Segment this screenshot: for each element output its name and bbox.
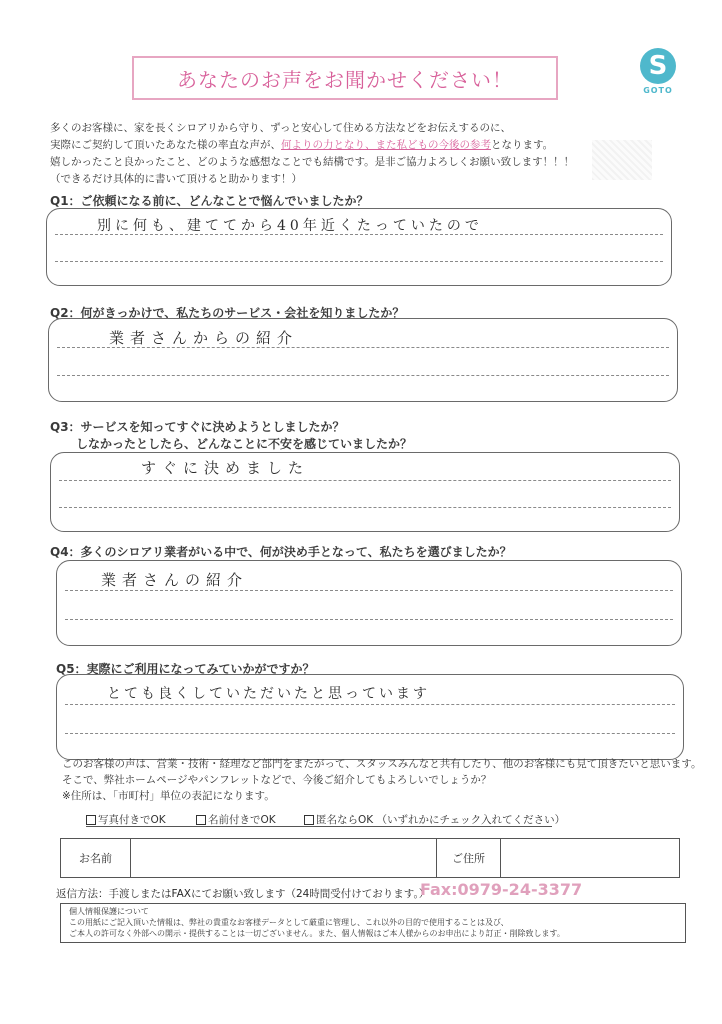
- checkbox-note: （いずれかにチェック入れてください）: [376, 814, 566, 826]
- answer-line: [65, 590, 673, 591]
- privacy-line: この用紙にご記入頂いた情報は、弊社の貴重なお客様データとして厳重に管理し、これ以外の目的で使用することは及び、: [69, 918, 509, 927]
- answer-1-text: 別に何も、建ててから40年近くたっていたので: [97, 218, 483, 234]
- answer-line: [65, 619, 673, 620]
- checkbox-icon[interactable]: [304, 815, 314, 825]
- address-label: ご住所: [437, 839, 501, 877]
- intro-line2-pre: 実際にご契約して頂いたあなた様の率直な声が、: [50, 139, 281, 151]
- return-method: 返信方法：手渡しまたはFAXにてお願い致します（24時間受付けております。）: [56, 888, 430, 900]
- answer-2-text: 業者さんからの紹介: [109, 329, 299, 347]
- question-1-label: Q1：ご依頼になる前に、どんなことで悩んでいましたか？: [50, 194, 369, 208]
- intro-line: （できるだけ具体的に書いて頂けると助かります！）: [50, 173, 302, 185]
- page-title: あなたのお声をお聞かせください！: [132, 56, 558, 100]
- privacy-line: ご本人の許可なく外部への開示・提供することは一切ございません。また、個人情報はご本人様からのお申出により訂正・削除致します。: [69, 929, 565, 938]
- answer-line: [65, 733, 675, 734]
- checkbox-name-label: 名前付きでOK: [208, 814, 276, 826]
- answer-line: [59, 507, 671, 508]
- question-4-label: Q4：多くのシロアリ業者がいる中で、何が決め手となって、私たちを選びましたか？: [50, 545, 512, 559]
- intro-text: [50, 120, 590, 188]
- checkbox-anonymous-label: 匿名ならOK: [316, 814, 374, 826]
- intro-line: 多くのお客様に、家を長くシロアリから守り、ずっと安心して住める方法などをお伝えするのに、: [50, 122, 511, 134]
- fax-number: Fax:0979-24-3377: [420, 880, 583, 899]
- privacy-line: 個人情報保護について: [69, 907, 149, 916]
- name-address-table: [60, 838, 680, 878]
- name-field[interactable]: [131, 839, 437, 877]
- answer-3-text: すぐに決めました: [141, 459, 310, 477]
- checkbox-photo-ok[interactable]: [86, 812, 166, 827]
- answer-5-text: とても良くしていただいたと思っています: [107, 686, 430, 702]
- answer-line: [57, 375, 669, 376]
- name-label: お名前: [61, 839, 131, 877]
- answer-4-text: 業者さんの紹介: [101, 571, 249, 589]
- company-logo: [636, 48, 684, 100]
- privacy-notice: [60, 903, 686, 943]
- intro-highlight: 何よりの力となり、また私どもの今後の参考: [281, 139, 491, 151]
- checkbox-icon[interactable]: [86, 815, 96, 825]
- answer-line: [65, 704, 675, 705]
- question-3-label: Q3：サービスを知ってすぐに決めようとしましたか？: [50, 420, 345, 434]
- consent-line: そこで、弊社ホームページやパンフレットなどで、今後ご紹介してもよろしいでしょうか？: [62, 774, 492, 786]
- checkbox-photo-label: 写真付きでOK: [98, 814, 166, 826]
- logo-text: GOTO: [643, 86, 673, 95]
- checkbox-icon[interactable]: [196, 815, 206, 825]
- stamp-mark: [592, 140, 652, 180]
- answer-box-5[interactable]: [56, 674, 684, 760]
- logo-s-icon: S: [648, 51, 668, 81]
- intro-line: [50, 137, 590, 154]
- intro-line: 嬉しかったこと良かったこと、どのような感想なことでも結構です。是非ご協力よろしくお願い致します！！！: [50, 156, 575, 168]
- answer-line: [59, 480, 671, 481]
- answer-line: [55, 261, 663, 262]
- intro-line2-post: となります。: [491, 139, 554, 151]
- checkbox-anonymous-ok[interactable]: [304, 812, 565, 827]
- answer-box-2[interactable]: [48, 318, 678, 402]
- answer-box-3[interactable]: [50, 452, 680, 532]
- checkbox-underline: [86, 826, 552, 827]
- consent-line: このお客様の声は、営業・技術・経理など部門をまたがって、スタッスみんなと共有したり、他のお客様にも見て頂きたいと思います。: [62, 758, 702, 770]
- consent-text: [62, 756, 702, 804]
- question-5-label: Q5：実際にご利用になってみていかがですか？: [56, 662, 315, 676]
- consent-line: ※住所は、「市町村」単位の表記になります。: [62, 790, 275, 802]
- question-3-sublabel: しなかったとしたら、どんなことに不安を感じていましたか？: [76, 437, 413, 451]
- checkbox-name-ok[interactable]: [196, 812, 276, 827]
- answer-box-1[interactable]: [46, 208, 672, 286]
- address-field[interactable]: [501, 839, 678, 877]
- question-2-label: Q2：何がきっかけで、私たちのサービス・会社を知りましたか？: [50, 306, 405, 320]
- answer-box-4[interactable]: [56, 560, 682, 646]
